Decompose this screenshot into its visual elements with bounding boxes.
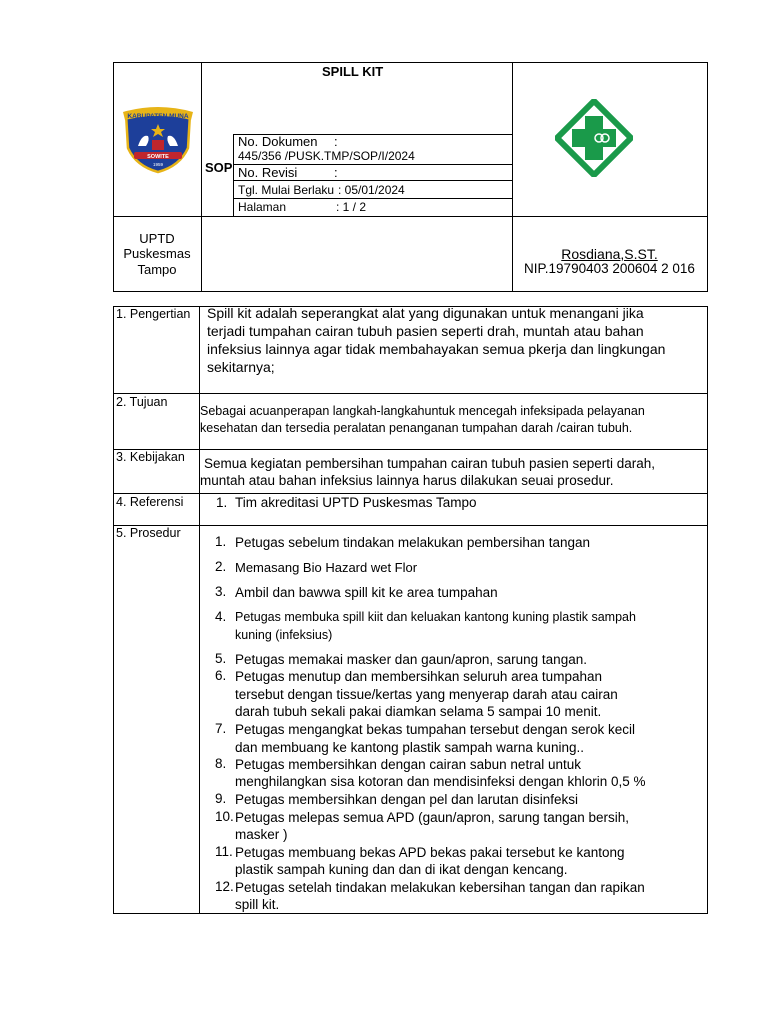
step-6-line-3: darah tubuh sekali pakai diamkan selama 5 sampai 10 menit.: [235, 704, 602, 719]
sop-label: SOP: [205, 160, 233, 175]
doc-number-label: No. Dokumen: [238, 134, 318, 149]
step-12-line-2: spill kit.: [235, 897, 280, 912]
step-1-number: 1.: [215, 534, 227, 549]
pengertian-line-1: Spill kit adalah seperangkat alat yang digunakan untuk menangani jika: [207, 305, 644, 321]
page-value: : 1 / 2: [336, 200, 367, 214]
step-12-number: 12.: [215, 879, 234, 894]
org-line-1: UPTD: [139, 231, 175, 246]
step-9-number: 9.: [215, 791, 227, 806]
step-3-line-1: Ambil dan bawwa spill kit ke area tumpahan: [235, 585, 498, 600]
step-10-number: 10.: [215, 809, 234, 824]
step-6-number: 6.: [215, 668, 227, 683]
step-4-line-2: kuning (infeksius): [235, 628, 333, 642]
step-8-line-2: menghilangkan sisa kotoran dan mendisinfeksi dengan khlorin 0,5 %: [235, 774, 646, 789]
step-11-line-2: plastik sampah kuning dan dan di ikat dengan kencang.: [235, 862, 568, 877]
crest-year-text: 1959: [152, 162, 164, 167]
revision-label: No. Revisi: [238, 165, 298, 180]
pengertian-line-2: terjadi tumpahan cairan tubuh pasien seperti drah, muntah atau bahan: [207, 323, 644, 339]
kebijakan-line-1: Semua kegiatan pembersihan tumpahan cairan tubuh pasien seperti darah,: [204, 456, 656, 471]
step-2-line-1: Memasang Bio Hazard wet Flor: [235, 560, 418, 575]
doc-number-value: 445/356 /PUSK.TMP/SOP/I/2024: [238, 149, 415, 163]
step-7-line-2: dan membuang ke kantong plastik sampah warna kuning..: [235, 740, 584, 755]
start-date-label: Tgl. Mulai Berlaku: [238, 183, 335, 197]
start-date-value: : 05/01/2024: [338, 183, 405, 197]
step-7-line-1: Petugas mengangkat bekas tumpahan tersebut dengan serok kecil: [235, 722, 636, 737]
doc-number-separator: :: [334, 134, 338, 149]
pengertian-line-3: infeksius lainnya agar tidak membahayakan semua pkerja dan lingkungan: [207, 341, 666, 357]
section-label-prosedur: 5. Prosedur: [116, 526, 181, 540]
pengertian-line-4: sekitarnya;: [207, 359, 275, 375]
step-4-number: 4.: [215, 609, 227, 624]
step-10-line-1: Petugas melepas semua APD (gaun/apron, sarung tangan bersih,: [235, 810, 629, 825]
step-12-line-1: Petugas setelah tindakan melakukan kebersihan tangan dan rapikan: [235, 880, 645, 895]
step-8-number: 8.: [215, 756, 227, 771]
revision-value: :: [334, 165, 338, 180]
crest-banner-text: KABUPATEN MUNA: [127, 113, 189, 120]
step-5-number: 5.: [215, 651, 227, 666]
signer-name: Rosdiana,S.ST.: [561, 246, 658, 262]
section-label-pengertian: 1. Pengertian: [116, 307, 191, 321]
step-9-line-1: Petugas membersihkan dengan pel dan larutan disinfeksi: [235, 792, 578, 807]
signer-nip: NIP.19790403 200604 2 016: [524, 261, 695, 276]
step-5-line-1: Petugas memakai masker dan gaun/apron, sarung tangan.: [235, 652, 587, 667]
tujuan-line-2: kesehatan dan tersedia peralatan penanganan tumpahan darah /cairan tubuh.: [200, 421, 633, 435]
step-7-number: 7.: [215, 721, 227, 736]
step-6-line-1: Petugas menutup dan membersihkan seluruh area tumpahan: [235, 669, 602, 684]
referensi-text: Tim akreditasi UPTD Puskesmas Tampo: [235, 495, 477, 510]
step-3-number: 3.: [215, 584, 227, 599]
org-line-3: Tampo: [137, 262, 177, 277]
kebijakan-line-2: muntah atau bahan infeksius lainnya harus dilakukan seuai prosedur.: [200, 473, 614, 488]
step-8-line-1: Petugas membersihkan dengan cairan sabun netral untuk: [235, 757, 581, 772]
step-4-line-1: Petugas membuka spill kiit dan keluakan kantong kuning plastik sampah: [235, 610, 636, 624]
puskesmas-logo: [555, 99, 633, 177]
document-title: SPILL KIT: [322, 64, 384, 79]
referensi-number: 1.: [216, 495, 228, 510]
step-2-number: 2.: [215, 559, 227, 574]
step-11-line-1: Petugas membuang bekas APD bekas pakai tersebut ke kantong: [235, 845, 625, 860]
regency-crest-logo: [120, 104, 196, 174]
section-label-referensi: 4. Referensi: [116, 495, 184, 509]
step-6-line-2: tersebut dengan tissue/kertas yang menyerap darah atau cairan: [235, 687, 618, 702]
tujuan-line-1: Sebagai acuanperapan langkah-langkahuntuk mencegah infeksipada pelayanan: [200, 404, 645, 418]
crest-motto-text: SOWITE: [147, 154, 169, 160]
step-1-line-1: Petugas sebelum tindakan melakukan pembersihan tangan: [235, 535, 590, 550]
section-label-kebijakan: 3. Kebijakan: [116, 450, 185, 464]
step-10-line-2: masker ): [235, 827, 288, 842]
org-line-2: Puskesmas: [123, 246, 191, 261]
page-label: Halaman: [238, 200, 287, 214]
step-11-number: 11.: [215, 844, 233, 859]
section-label-tujuan: 2. Tujuan: [116, 395, 168, 409]
